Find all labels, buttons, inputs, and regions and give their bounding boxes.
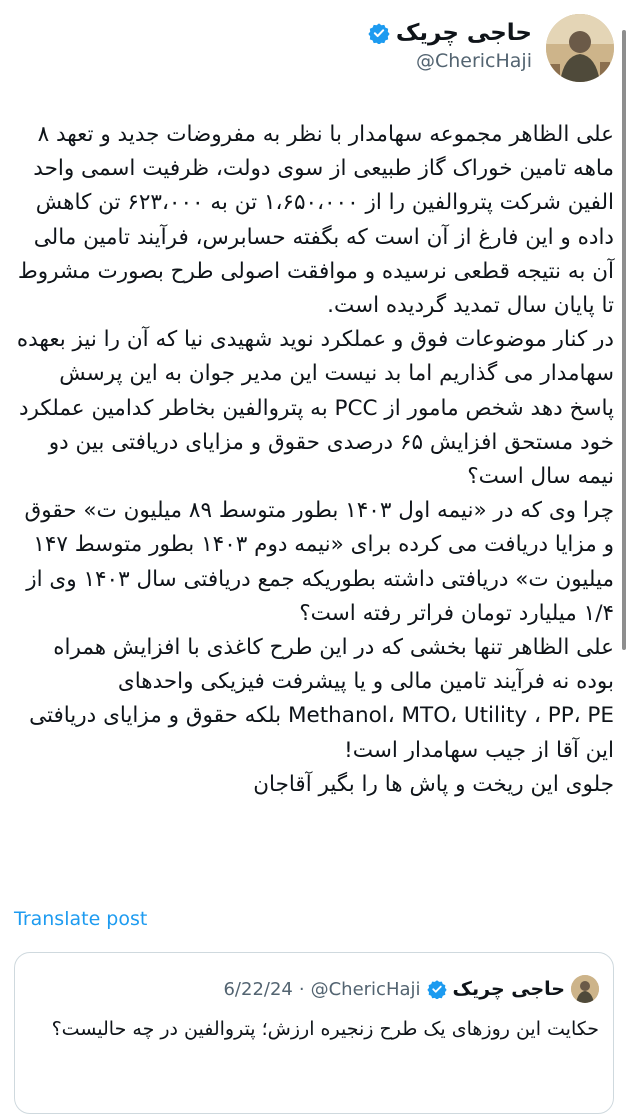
quoted-post[interactable]	[14, 952, 614, 1114]
quoted-post-header	[15, 975, 613, 1003]
post-text	[10, 118, 614, 802]
separator-dot: ·	[298, 978, 305, 1000]
quoted-text: حکایت این روزهای یک طرح زنجیره ارزش؛ پترو‌الفین در چه حالیست؟	[51, 1018, 599, 1040]
author-block	[368, 20, 532, 72]
author-name[interactable]: حاجی چریک	[395, 20, 532, 46]
post-paragraph: علی الظاهر تنها بخشی که در این طرح کاغذی با افزایش همراه بوده نه فرآیند تامین مالی و یا پیشرفت فیزیکی واحدهای Methanol، MTO، Utility ، PP، PE بلکه حقوق و مزایای دریافتی این آقا از جیب سهامدار است!	[29, 635, 614, 763]
quoted-date: 6/22/24	[223, 978, 293, 1000]
author-handle[interactable]: @ChericHaji	[415, 50, 532, 72]
verified-badge-icon	[368, 22, 390, 44]
post-header	[0, 14, 628, 84]
translate-post-link[interactable]: Translate post	[14, 908, 148, 930]
post-paragraph: در کنار موضوعات فوق و عملکرد نوید شهیدی نیا که آن را نیز بعهده سهامدار می گذاریم اما بد نیست این مدیر جوان به این پرسش پاسخ دهد شخص مامور از PCC به پترو‌الفین بخاطر کدامین عملکرد خود مستحق افزایش ۶۵ درصدی حقوق و مزایای دریافتی بین دو نیمه سال است؟	[16, 327, 614, 490]
quoted-avatar	[571, 975, 599, 1003]
quoted-author-name: حاجی چریک	[452, 978, 565, 1000]
avatar[interactable]	[546, 14, 614, 82]
verified-badge-icon	[427, 979, 447, 999]
quoted-author-handle: @ChericHaji	[310, 978, 421, 1000]
scrollbar[interactable]	[622, 30, 626, 650]
post-paragraph: چرا وی که در «نیمه اول ۱۴۰۳ بطور متوسط ۸۹ میلیون ت» حقوق و مزایا دریافت می کرده برای «نیمه دوم ۱۴۰۳ بطور متوسط ۱۴۷ میلیون ت» دریافتی داشته بطوریکه جمع دریافتی سال ۱۴۰۳ وی از ۱/۴ میلیارد تومان فراتر رفته است؟	[24, 498, 614, 626]
post-paragraph: علی الظاهر مجموعه سهامدار با نظر به مفروضات جدید و تعهد ۸ ماهه تامین خوراک گاز طبیعی از سوی دولت، ظرفیت اسمی واحد الفین شرکت پترو‌الفین را از ۱،۶۵۰،۰۰۰ تن به ۶۲۳،۰۰۰ تن کاهش داده و این فارغ از آن است که بگفته حسابرس، فرآیند تامین مالی آن به نتیجه قطعی نرسیده و موافقت اصولی طرح بصورت مشروط تا پایان سال تمدید گردیده است.	[17, 122, 614, 319]
post-paragraph: جلوی این ریخت و پاش ها را بگیر آقاجان	[253, 771, 614, 797]
